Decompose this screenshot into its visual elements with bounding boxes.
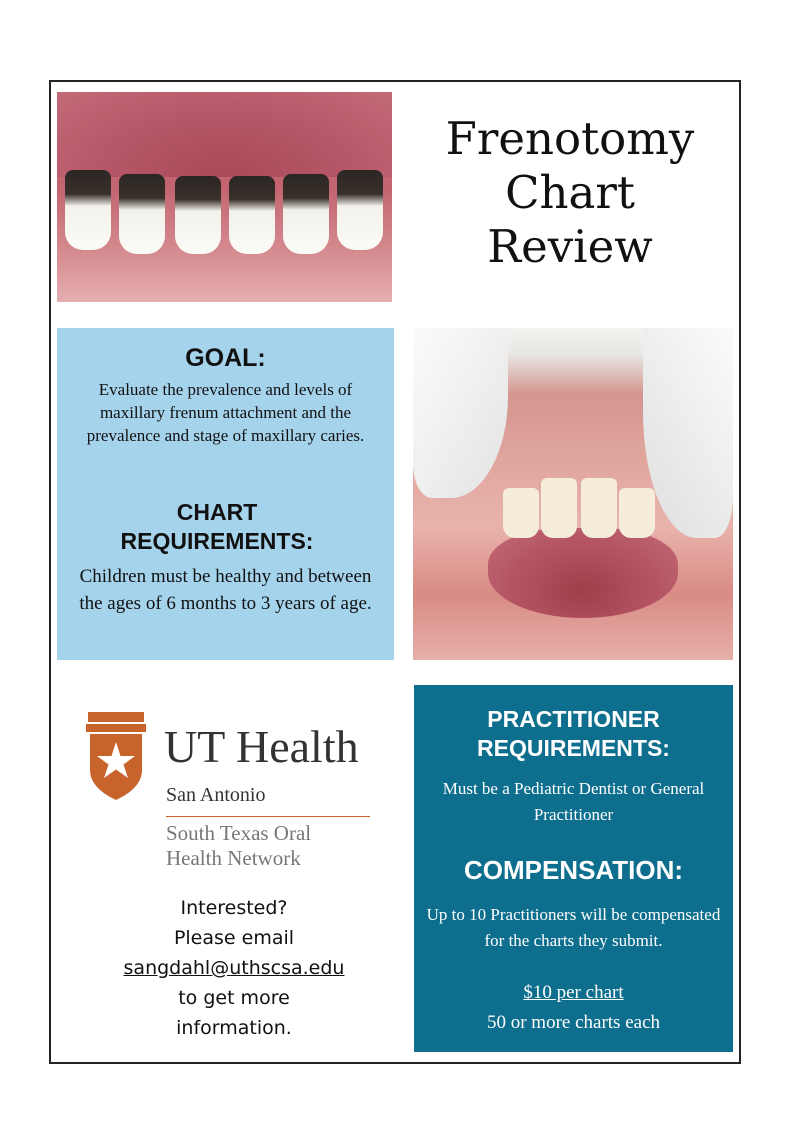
logo-sub-text: San Antonio <box>166 784 266 806</box>
network-name: South Texas Oral Health Network <box>166 821 312 870</box>
email-link[interactable]: sangdahl@uthscsa.edu <box>123 957 345 979</box>
contact-line-1: Interested? <box>180 897 288 919</box>
frenum-photo <box>413 328 733 660</box>
goal-heading: GOAL: <box>185 344 266 372</box>
logo-main-text: UT Health <box>164 721 359 772</box>
contact-line-4: information. <box>176 1017 292 1039</box>
chart-requirements-heading: CHART REQUIREMENTS: <box>120 499 314 554</box>
page-title: Frenotomy Chart Review <box>445 112 695 273</box>
logo-divider <box>166 816 370 817</box>
compensation-count: 50 or more charts each <box>486 1012 661 1033</box>
compensation-text: Up to 10 Practitioners will be compensated for the charts they submit. <box>426 905 721 950</box>
goal-text: Evaluate the prevalence and levels of maxillary frenum attachment and the prevalence and stage of maxillary caries. <box>86 380 365 445</box>
compensation-heading: COMPENSATION: <box>463 855 684 885</box>
goal-panel <box>57 328 394 660</box>
contact-info <box>100 893 368 1043</box>
decayed-teeth-photo <box>57 92 392 302</box>
practitioner-heading: PRACTITIONER REQUIREMENTS: <box>477 706 670 761</box>
compensation-rate: $10 per chart <box>523 982 624 1003</box>
chart-requirements-text: Children must be healthy and between the ages of 6 months to 3 years of age. <box>79 566 372 614</box>
ut-health-logo <box>84 708 384 878</box>
practitioner-panel <box>414 685 733 1052</box>
practitioner-text: Must be a Pediatric Dentist or General Practitioner <box>442 779 705 824</box>
shield-star-icon <box>84 712 148 800</box>
contact-line-3: to get more <box>178 987 290 1009</box>
contact-line-2: Please email <box>173 927 295 949</box>
